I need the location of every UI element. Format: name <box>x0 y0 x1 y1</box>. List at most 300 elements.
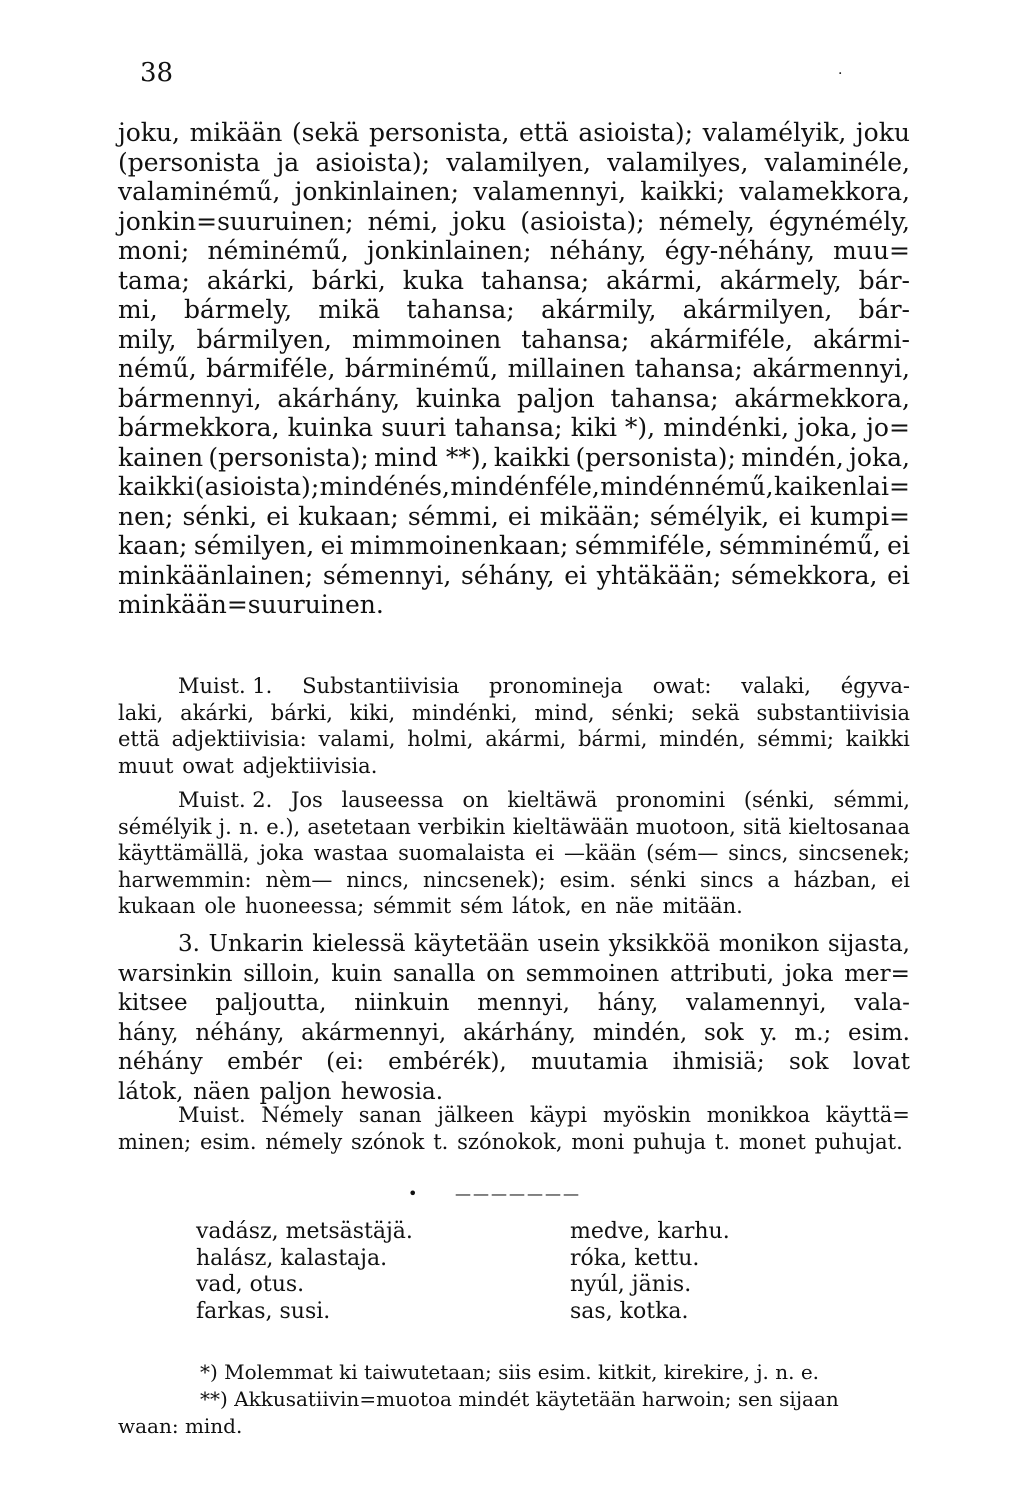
word: valamilyes, <box>607 147 749 177</box>
word: mindénnémű, <box>600 472 774 501</box>
text-line <box>118 472 910 502</box>
word: mer= <box>844 960 910 987</box>
text-line <box>118 726 910 753</box>
word: kitsee <box>118 990 188 1016</box>
word: tahansa; <box>610 383 719 413</box>
word: warsinkin <box>118 960 233 987</box>
word: wastaa <box>313 841 389 865</box>
word: néminémű, <box>207 236 349 265</box>
word: kieltäwä <box>507 788 598 812</box>
text-line <box>118 384 910 414</box>
text-line <box>118 814 910 841</box>
word: Muist. 1. <box>178 674 273 698</box>
word: että <box>118 727 160 751</box>
word: niinkuin <box>354 990 450 1016</box>
word: sincs <box>699 867 754 892</box>
word: kuinka <box>287 413 374 442</box>
word: akármiféle, <box>649 324 793 354</box>
footnote-1: *) Molemmat ki taiwutetaan; siis esim. kitkit, kirekire, j. n. e. <box>200 1360 820 1384</box>
word: tahansa; <box>521 324 630 354</box>
word: (asioista); <box>194 472 320 501</box>
word: jonkinlainen; <box>294 177 460 206</box>
text-line <box>118 325 910 355</box>
text-line <box>118 960 910 990</box>
word: mindénés, <box>319 472 450 501</box>
text-line <box>118 840 910 867</box>
word: mindén, <box>741 442 844 472</box>
word: akárki, <box>206 265 295 295</box>
word: paljoutta, <box>215 990 327 1016</box>
word: bármely, <box>183 295 293 324</box>
word: moni; <box>118 236 190 265</box>
word: monikkoa <box>706 1103 811 1127</box>
main-paragraph <box>118 118 910 620</box>
word: néhány, <box>195 1019 285 1046</box>
word: hewosia. <box>340 1078 444 1105</box>
word: on <box>462 788 489 812</box>
text-line <box>118 236 910 266</box>
text-line <box>118 443 910 473</box>
word: vala- <box>854 990 910 1016</box>
text-line <box>118 266 910 296</box>
word: owat: <box>652 674 712 698</box>
text-line <box>118 502 910 532</box>
word: sémekkora, <box>731 560 878 590</box>
word: bármilyen, <box>196 324 333 354</box>
text-line <box>118 867 910 894</box>
word: minkään=suuruinen. <box>118 590 384 619</box>
word: (personista); <box>575 442 736 472</box>
word: näen <box>193 1078 251 1105</box>
word: sémennyi, <box>322 560 452 590</box>
text-line <box>118 1102 910 1129</box>
word: millainen <box>507 354 626 383</box>
word: verbikin <box>418 814 506 839</box>
word: sémminémű, <box>719 531 881 560</box>
word: (ei: <box>326 1049 364 1075</box>
word: bár- <box>858 295 910 324</box>
word: valamekkora, <box>739 177 910 206</box>
text-line <box>118 1019 910 1049</box>
word: tahansa; <box>406 295 515 324</box>
word: kaikki <box>845 727 910 751</box>
word: mind **), <box>374 442 489 472</box>
word: paljon <box>516 383 595 413</box>
word: muotoon, <box>635 814 736 839</box>
word: substantiivisia <box>756 700 910 725</box>
page-number: 38 <box>140 58 174 88</box>
word: joka, <box>849 442 910 472</box>
text-line <box>118 413 910 443</box>
remark-1 <box>118 673 910 779</box>
word: muu= <box>833 236 910 265</box>
word: ei <box>320 531 344 560</box>
remark-2 <box>118 787 910 920</box>
word: mikään; <box>539 501 641 531</box>
word: kaikki; <box>640 177 726 206</box>
text-line <box>118 787 910 814</box>
word: hány, <box>118 1019 179 1046</box>
word: pronomineja <box>489 674 623 698</box>
word: látok, <box>511 894 572 918</box>
word: sok <box>788 1049 829 1075</box>
word: monet <box>738 1129 806 1154</box>
word: valaminéle, <box>764 147 910 177</box>
word: bármekkora, <box>118 413 280 442</box>
word: némely <box>265 1129 343 1154</box>
word: yhtäkään; <box>596 560 722 590</box>
word: a <box>767 867 780 892</box>
separator-dot: • <box>408 1184 418 1203</box>
word: némi, <box>367 206 439 236</box>
word: myöskin <box>602 1103 691 1127</box>
word: sénki; <box>611 700 675 725</box>
word: Substantiivisia <box>302 674 460 698</box>
word: sitä <box>742 814 782 839</box>
word: nen; <box>118 501 174 531</box>
word: sénki <box>629 867 687 892</box>
word: sémilyen, <box>193 531 315 560</box>
word: szónokok, <box>457 1129 563 1154</box>
word: muutamia <box>531 1049 649 1075</box>
vocabulary-entry: sas, kotka. <box>570 1298 689 1324</box>
word: némely, <box>658 206 755 236</box>
word: valaki, <box>741 674 811 698</box>
word: ei <box>535 841 555 865</box>
word: mindén, <box>659 727 746 751</box>
word: mitään. <box>662 894 743 918</box>
word: mind, <box>534 700 595 725</box>
word: käytetään <box>414 931 530 957</box>
word: sijasta, <box>827 931 910 957</box>
word: tahansa; <box>480 265 590 295</box>
word: néhány <box>118 1049 203 1075</box>
word: suomalaista <box>398 841 526 865</box>
word: jo= <box>866 413 910 442</box>
word: t. <box>433 1129 449 1154</box>
word: bár- <box>858 265 910 295</box>
word: huoneessa; <box>244 894 365 918</box>
word: kieltäwään <box>512 814 629 839</box>
word: ei <box>564 560 588 590</box>
word: bármiféle, <box>206 354 336 383</box>
word: m.; <box>794 1019 832 1046</box>
word: muut <box>118 753 174 778</box>
footnote-2-continuation: waan: mind. <box>118 1414 243 1438</box>
word: valamennyi, <box>473 177 627 206</box>
word: sémmiféle, <box>574 531 713 560</box>
word: Muist. 2. <box>178 788 273 812</box>
word: valamilyen, <box>446 147 591 177</box>
text-line <box>118 207 910 237</box>
word: semmoinen <box>525 960 660 987</box>
word: tama; <box>118 265 190 295</box>
word: joka, <box>797 413 859 442</box>
word: e.), <box>266 814 301 839</box>
word: bárki, <box>311 265 386 295</box>
word: puhujat. <box>814 1129 903 1154</box>
word: (sém— <box>646 841 719 865</box>
word: embér <box>227 1049 302 1075</box>
word: bármi, <box>578 727 648 751</box>
word: mi, <box>118 295 158 324</box>
word: sémmi; <box>757 727 834 751</box>
word: minen; <box>118 1129 192 1154</box>
vocabulary-entry: medve, karhu. <box>570 1219 730 1244</box>
text-line <box>118 561 910 591</box>
separator-line: ——————— <box>455 1184 581 1203</box>
word: usein <box>537 931 601 957</box>
word: jonkin=suuruinen; <box>118 206 354 236</box>
word: personista, <box>368 118 510 147</box>
word: mimmoinenkaan; <box>349 531 569 560</box>
word: kieltosanaa <box>788 814 910 839</box>
word: embérék), <box>388 1049 507 1075</box>
word: sémélyik, <box>649 501 770 531</box>
word: ei <box>887 531 910 560</box>
word: ei <box>778 501 802 531</box>
word: égyva- <box>840 674 910 698</box>
paragraph-3 <box>118 930 910 1107</box>
word: némű, <box>118 354 197 383</box>
word: laki, <box>118 700 164 725</box>
word: Unkarin <box>208 931 304 957</box>
word: suuri <box>381 413 447 442</box>
word: akárhány, <box>463 1019 576 1046</box>
word: kumpi= <box>810 501 910 531</box>
word: j. <box>218 814 232 839</box>
word: lovat <box>852 1049 910 1075</box>
word: kaikenlai= <box>774 472 910 501</box>
word: bárki, <box>270 700 333 725</box>
word: hány, <box>597 990 659 1016</box>
word: puhuja <box>633 1129 707 1154</box>
word: kielessä <box>312 931 406 957</box>
word: tahansa; <box>454 413 563 442</box>
word: sincs, <box>728 841 789 865</box>
word: mimmoinen <box>352 324 502 354</box>
word: valami, <box>318 727 396 751</box>
word: kukaan; <box>298 501 399 531</box>
word: séhány, <box>461 560 555 590</box>
word: bárminémű, <box>344 354 499 383</box>
text-line <box>118 295 910 325</box>
word: joku, <box>118 118 180 147</box>
word: kukaan <box>118 894 196 918</box>
word: mikä <box>318 295 381 324</box>
word: kiki *), <box>570 413 656 442</box>
word: akármennyi, <box>301 1019 447 1046</box>
text-line <box>118 893 910 920</box>
text-line <box>118 354 910 384</box>
word: valamennyi, <box>686 990 827 1016</box>
vocabulary-entry: róka, kettu. <box>570 1245 700 1271</box>
word: joku <box>452 206 507 236</box>
word: esim. <box>200 1129 257 1154</box>
word: nèm— <box>265 867 333 892</box>
text-line <box>118 673 910 700</box>
word: sém <box>460 894 504 918</box>
word: nincs, <box>346 867 410 892</box>
word: esim. <box>848 1019 910 1046</box>
word: látok, <box>118 1078 184 1105</box>
word: ja <box>276 147 300 177</box>
word: pronomini <box>616 788 726 812</box>
word: sémmi, <box>833 788 910 812</box>
word: akármi, <box>485 727 567 751</box>
word: szónok <box>351 1129 425 1154</box>
text-line <box>118 177 910 207</box>
word: nincsenek); <box>423 867 546 892</box>
word: akárhány, <box>277 383 401 413</box>
word: silloin, <box>243 960 321 987</box>
word: joka <box>784 960 834 987</box>
footnotes <box>118 1359 910 1440</box>
word: joku <box>855 118 910 147</box>
vocabulary-right-column <box>570 1219 730 1325</box>
word: sekä <box>691 700 740 725</box>
word: jonkinlainen; <box>367 236 532 265</box>
word: näe <box>615 894 654 918</box>
word: adjektiivisia. <box>242 753 378 778</box>
word: akármennyi, <box>752 354 910 383</box>
word: asioista); <box>315 147 431 177</box>
word: sincsenek; <box>798 841 910 865</box>
word: mikään <box>189 118 283 147</box>
word: (sénki, <box>743 788 815 812</box>
word: házban, <box>793 867 877 892</box>
word: tahansa; <box>634 354 743 383</box>
word: néhány, <box>549 236 647 265</box>
word: yksikköä <box>608 931 711 957</box>
word: sémmit <box>373 894 452 918</box>
word: harwemmin: <box>118 867 252 892</box>
word: mindénki, <box>663 413 790 442</box>
page-speck: · <box>838 66 843 82</box>
word: käypi <box>529 1103 588 1127</box>
text-line <box>118 989 910 1019</box>
text-line <box>118 118 910 148</box>
word: akármily, <box>541 295 657 324</box>
text-line <box>118 930 910 960</box>
word: (sekä <box>291 118 360 147</box>
word: égynémély, <box>768 206 910 236</box>
word: kuinka <box>415 383 502 413</box>
word: ei <box>266 501 290 531</box>
word: n. <box>238 814 260 839</box>
vocabulary-left-column <box>196 1219 413 1325</box>
word: akárki, <box>180 700 255 725</box>
word: ei <box>887 560 910 590</box>
word: kaikki <box>118 472 195 501</box>
word: monikon <box>718 931 820 957</box>
word: ei <box>890 867 910 892</box>
word: holmi, <box>407 727 474 751</box>
word: kuka <box>402 265 465 295</box>
word: minkäänlainen; <box>118 560 314 590</box>
word: sénki, <box>182 501 258 531</box>
word: paljon <box>259 1078 332 1105</box>
word: attributi, <box>670 960 775 987</box>
word: asioista); <box>578 118 694 147</box>
word: sémmi, <box>407 501 499 531</box>
footnote-2: **) Akkusatiivin=muotoa mindét käytetään harwoin; sen sijaan <box>200 1387 839 1411</box>
word: mindénféle, <box>450 472 600 501</box>
word: (personista <box>118 147 261 177</box>
word: y. <box>760 1019 778 1046</box>
word: mily, <box>118 324 177 354</box>
word: égy-néhány, <box>664 236 815 265</box>
word: owat <box>182 753 234 778</box>
word: käyttämällä, <box>118 841 250 865</box>
word: esim. <box>559 867 617 892</box>
word: sanalla <box>393 960 476 987</box>
text-line <box>118 753 910 780</box>
word: kiki, <box>349 700 396 725</box>
word: Némely <box>261 1103 344 1127</box>
word: moni <box>571 1129 625 1154</box>
word: lauseessa <box>341 788 444 812</box>
vocabulary-entry: halász, kalastaja. <box>196 1245 388 1271</box>
vocabulary-entry: vadász, metsästäjä. <box>196 1219 413 1244</box>
text-line <box>118 148 910 178</box>
word: on <box>486 960 515 987</box>
word: (personista); <box>208 442 369 472</box>
word: bármennyi, <box>118 383 262 413</box>
word: (asioista); <box>520 206 645 236</box>
text-line <box>118 1129 910 1156</box>
word: ole <box>204 894 237 918</box>
vocabulary-entry: nyúl, jänis. <box>570 1272 692 1297</box>
word: sanan <box>358 1103 422 1127</box>
word: Muist. <box>178 1103 246 1127</box>
word: valamélyik, <box>702 118 847 147</box>
remark-3 <box>118 1102 910 1155</box>
text-line <box>118 590 910 620</box>
word: valaminémű, <box>118 177 281 206</box>
word: Jos <box>290 788 323 812</box>
text-line <box>118 531 910 561</box>
word: —kään <box>563 841 637 865</box>
text-line <box>118 700 910 727</box>
text-line <box>118 1048 910 1078</box>
word: sok <box>703 1019 744 1046</box>
vocabulary-entry: vad, otus. <box>196 1272 305 1297</box>
word: ihmisiä; <box>672 1049 765 1075</box>
word: adjektiivisia: <box>171 727 307 751</box>
word: asetetaan <box>307 814 411 839</box>
word: akármi, <box>606 265 703 295</box>
word: akármekkora, <box>734 383 910 413</box>
word: joka <box>259 841 304 865</box>
vocabulary-entry: farkas, susi. <box>196 1298 331 1324</box>
word: sémélyik <box>118 814 212 839</box>
word: 3. <box>178 931 200 957</box>
word: en <box>580 894 607 918</box>
word: akármely, <box>719 265 842 295</box>
word: jälkeen <box>437 1103 515 1127</box>
word: kaikki <box>493 442 571 472</box>
word: kuin <box>331 960 383 987</box>
word: kaan; <box>118 531 188 560</box>
word: ei <box>507 501 531 531</box>
word: käyttä= <box>825 1103 910 1127</box>
word: akármi- <box>812 324 910 354</box>
word: mindén, <box>592 1019 688 1046</box>
word: mennyi, <box>477 990 570 1016</box>
word: akármilyen, <box>682 295 833 324</box>
word: kainen <box>118 442 204 472</box>
